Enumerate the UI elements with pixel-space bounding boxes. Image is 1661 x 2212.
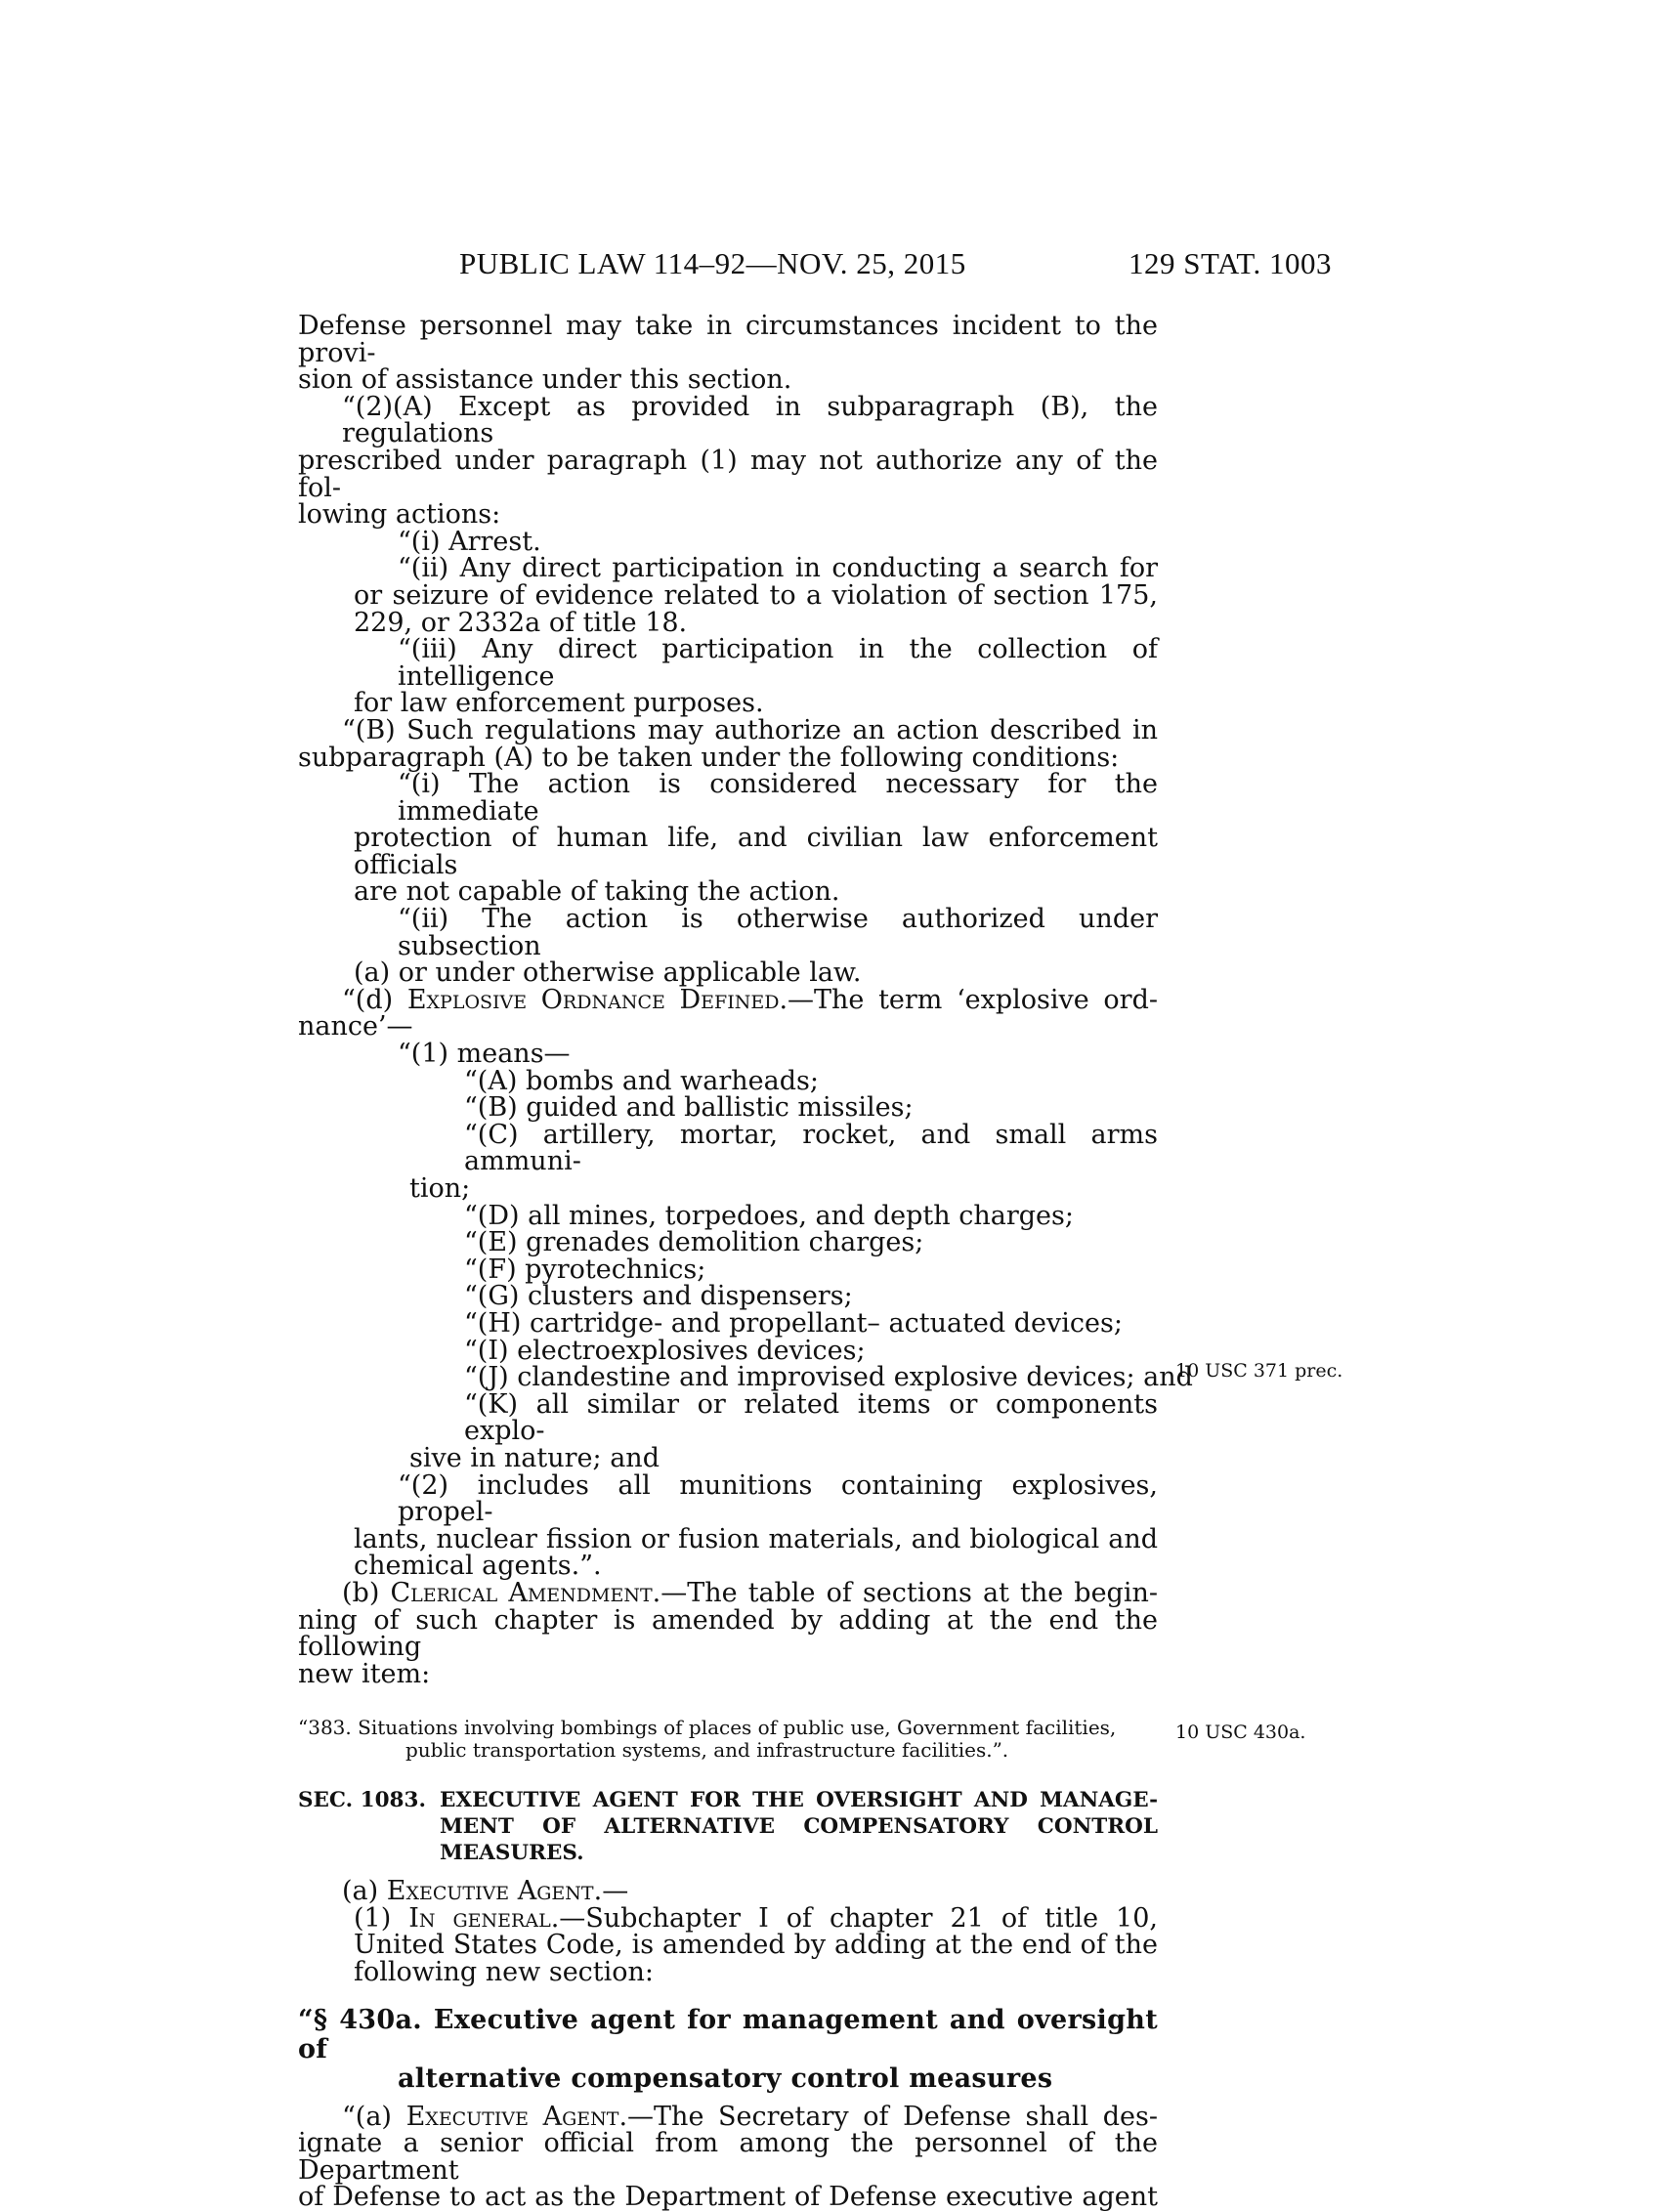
- text-line: “(B) guided and ballistic missiles;: [464, 1092, 914, 1124]
- section-heading-line: “§ 430a. Executive agent for management and oversight of: [298, 2004, 1158, 2064]
- text-line: ignate a senior official from among the personnel of the Department: [298, 2128, 1158, 2186]
- text-line: of Defense to act as the Department of Defense executive agent: [298, 2182, 1158, 2212]
- section-title: MEASURES.: [440, 1841, 584, 1866]
- section-title: MENT OF ALTERNATIVE COMPENSATORY CONTROL: [440, 1814, 1158, 1840]
- text-line: sive in nature; and: [409, 1442, 660, 1473]
- text-line: “(1) means—: [398, 1039, 571, 1070]
- text-line: for law enforcement purposes.: [354, 688, 764, 719]
- text-line: Defense personnel may take in circumstances incident to the provi-: [298, 311, 1158, 368]
- text-line: “(ii) Any direct participation in conducting a search for: [398, 553, 1158, 584]
- text-line: or seizure of evidence related to a violation of section 175,: [354, 579, 1158, 611]
- running-head-title: PUBLIC LAW 114–92—NOV. 25, 2015: [459, 246, 966, 280]
- text-line: following new section:: [354, 1957, 655, 1988]
- text-line: prescribed under paragraph (1) may not authorize any of the fol-: [298, 445, 1158, 503]
- text-line: “(G) clusters and dispensers;: [464, 1281, 853, 1312]
- text-line: “(I) electroexplosives devices;: [464, 1335, 866, 1366]
- text-line: “(B) Such regulations may authorize an action described in: [342, 714, 1158, 745]
- section-430a-heading: [298, 2006, 1158, 2094]
- text-line: “(E) grenades demolition charges;: [464, 1227, 924, 1258]
- page-body: [298, 311, 1193, 2212]
- paragraph-1-heading: (1) In general.—Subchapter I of chapter 21 of title 10,: [354, 1902, 1159, 1934]
- text-line: (a) or under otherwise applicable law.: [354, 957, 862, 989]
- text-line: lowing actions:: [298, 499, 501, 531]
- text-line: tion;: [409, 1173, 471, 1204]
- section-title: EXECUTIVE AGENT FOR THE OVERSIGHT AND MANAGE-: [440, 1788, 1158, 1813]
- toc-item-line: “383. Situations involving bombings of places of public use, Government facilities,: [298, 1716, 1117, 1740]
- toc-item-line: public transportation systems, and infrastructure facilities.”.: [405, 1738, 1009, 1763]
- text-line: “(i) Arrest.: [398, 526, 541, 557]
- text-line: sion of assistance under this section.: [298, 364, 792, 396]
- text-line: “(ii) The action is otherwise authorized under subsection: [398, 904, 1158, 961]
- section-1083-heading: [298, 1787, 1158, 1866]
- text-line: “(H) cartridge- and propellant– actuated devices;: [464, 1307, 1123, 1339]
- subsection-a-heading: (a) Executive Agent.—: [342, 1876, 629, 1907]
- section-heading-line: alternative compensatory control measures: [398, 2063, 1053, 2094]
- text-line: “(2)(A) Except as provided in subparagraph (B), the regulations: [342, 391, 1158, 449]
- text-line: “(A) bombs and warheads;: [464, 1065, 819, 1096]
- subsection-b-heading: (b) Clerical Amendment.—The table of sections at the begin-: [342, 1577, 1158, 1608]
- text-line: “(C) artillery, mortar, rocket, and small arms ammuni-: [464, 1119, 1158, 1177]
- page-number: 129 STAT. 1003: [1129, 246, 1333, 280]
- text-line: chemical agents.”.: [354, 1551, 602, 1582]
- text-line: subparagraph (A) to be taken under the following conditions:: [298, 742, 1120, 773]
- text-line: lants, nuclear fission or fusion materials, and biological and: [354, 1523, 1158, 1554]
- text-line: 229, or 2332a of title 18.: [354, 607, 688, 638]
- subsection-d-heading: “(d) Explosive Ordnance Defined.—The term ‘explosive ord-: [342, 984, 1158, 1015]
- text-line: nance’—: [298, 1011, 413, 1042]
- text-line: “(iii) Any direct participation in the collection of intelligence: [398, 634, 1158, 692]
- section-number: SEC. 1083.: [298, 1788, 426, 1813]
- text-line: “(K) all similar or related items or components explo-: [464, 1388, 1158, 1447]
- subsection-a-text: “(a) Executive Agent.—The Secretary of Defense shall des-: [342, 2101, 1158, 2132]
- text-line: “(2) includes all munitions containing explosives, propel-: [398, 1469, 1158, 1528]
- text-line: “(D) all mines, torpedoes, and depth charges;: [464, 1200, 1074, 1231]
- text-line: protection of human life, and civilian law enforcement officials: [354, 823, 1158, 880]
- text-line: new item:: [298, 1658, 431, 1689]
- text-line: “(i) The action is considered necessary for the immediate: [398, 769, 1158, 827]
- text-line: “(J) clandestine and improvised explosive devices; and: [464, 1362, 1193, 1393]
- text-line: ning of such chapter is amended by adding at the end the following: [298, 1604, 1158, 1663]
- text-line: United States Code, is amended by adding at the end of the: [354, 1930, 1158, 1961]
- margin-note: 10 USC 430a.: [1175, 1722, 1306, 1743]
- text-line: “(F) pyrotechnics;: [464, 1254, 706, 1285]
- text-line: are not capable of taking the action.: [354, 876, 840, 908]
- margin-note: 10 USC 371 prec.: [1175, 1360, 1343, 1382]
